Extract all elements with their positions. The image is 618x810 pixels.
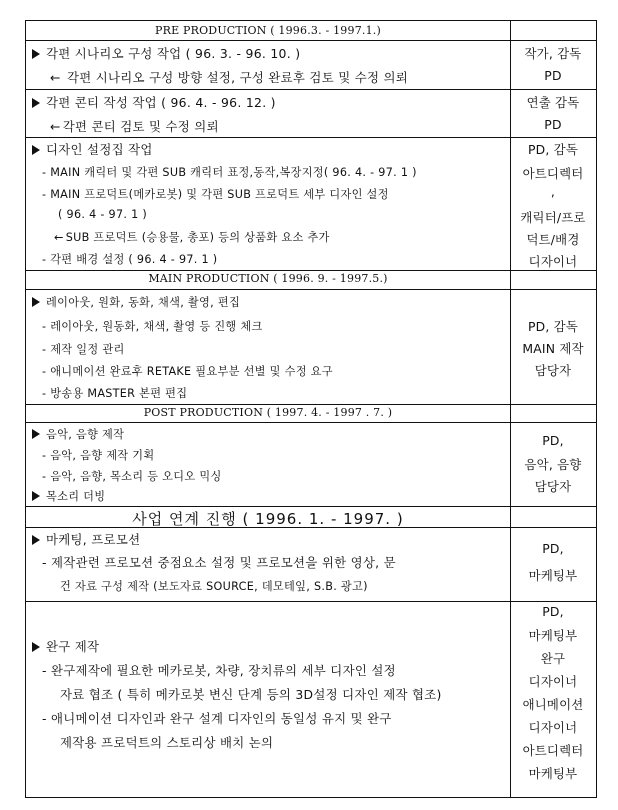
block7-line5: 제작용 프로덕트의 스토리상 배치 논의: [60, 735, 274, 750]
bullet-triangle-icon: [32, 491, 40, 501]
block3-role2: 아트디렉터: [522, 166, 584, 181]
bullet-triangle-icon: [32, 429, 40, 439]
block5-role1: PD,: [542, 433, 564, 448]
block3-role1: PD, 감독: [527, 142, 579, 157]
block7-role6: 디자이너: [528, 720, 578, 735]
block1-role2: PD: [544, 68, 562, 83]
block5-role2: 음악, 음향: [524, 457, 582, 472]
block7-line3: 자료 협조 ( 특히 메카로봇 변신 단계 등의 3D설정 디자인 제작 협조): [60, 687, 442, 702]
row-divider: [26, 506, 596, 507]
block3-line6: - 각편 배경 설정 ( 96. 4 - 97. 1 ): [42, 253, 218, 266]
block2-line2: ← 각편 콘티 검토 및 수정 의뢰: [50, 119, 219, 134]
block5-role3: 담당자: [534, 479, 572, 494]
production-schedule-table: [25, 20, 597, 798]
block3-role5: 덕트/배경: [526, 232, 580, 247]
block4-role1: PD, 감독: [527, 319, 579, 334]
block3-role6: 디자이너: [528, 254, 578, 269]
bullet-triangle-icon: [32, 49, 40, 59]
arrow-left-icon: ←: [50, 70, 61, 85]
block2-role2: PD: [544, 117, 562, 132]
block7-role2: 마케팅부: [528, 628, 578, 643]
section-business-title: 사업 연계 진행 ( 1996. 1. - 1997. ): [132, 510, 404, 528]
block4-line2: - 레이아웃, 원동화, 채색, 촬영 등 진행 체크: [42, 320, 263, 333]
block3-role3: ,: [550, 184, 556, 199]
block4-role3: 담당자: [534, 363, 572, 378]
block6-role2: 마케팅부: [528, 568, 578, 583]
block7-line4: - 애니메이션 디자인과 완구 설계 디자인의 동일성 유지 및 완구: [42, 711, 392, 726]
block7-role8: 마케팅부: [528, 766, 578, 781]
block1-line1: 각편 시나리오 구성 작업 ( 96. 3. - 96. 10. ): [32, 44, 300, 62]
row-divider: [26, 137, 596, 138]
block3-line5: ← SUB 프로덕트 (승용물, 총포) 등의 상품화 요소 추가: [54, 231, 330, 244]
block1-role1: 작가, 감독: [524, 46, 582, 61]
arrow-left-icon: ←: [54, 231, 64, 244]
block3-line4: ( 96. 4 - 97. 1 ): [58, 208, 148, 221]
block2-role1: 연출 감독: [526, 95, 580, 110]
block3-role4: 캐릭터/프로: [520, 210, 586, 225]
block4-line1: 레이아웃, 원화, 동화, 채색, 촬영, 편집: [32, 294, 240, 310]
block7-role4: 디자이너: [528, 674, 578, 689]
block3-line1: 디자인 설정집 작업: [32, 140, 153, 158]
bullet-triangle-icon: [32, 535, 40, 545]
block7-line2: - 완구제작에 필요한 메카로봇, 차량, 장치류의 세부 디자인 설정: [42, 663, 396, 678]
arrow-left-icon: ←: [50, 119, 61, 134]
section-main-production-title: MAIN PRODUCTION ( 1996. 9. - 1997.5.): [148, 272, 388, 285]
block3-line3: - MAIN 프로덕트(메카로봇) 및 각편 SUB 프로덕트 세부 디자인 설정: [42, 188, 389, 201]
row-divider: [26, 40, 596, 41]
bullet-triangle-icon: [32, 297, 40, 307]
block4-line4: - 애니메이션 완료후 RETAKE 필요부분 선별 및 수정 요구: [42, 365, 333, 378]
block4-line5: - 방송용 MASTER 본편 편집: [42, 387, 188, 400]
block4-role2: MAIN 제작: [522, 341, 584, 356]
row-divider: [26, 601, 596, 602]
row-divider: [26, 422, 596, 423]
block6-role1: PD,: [542, 541, 564, 556]
row-divider: [26, 89, 596, 90]
bullet-triangle-icon: [32, 145, 40, 155]
block6-line3: 건 자료 구성 제작 (보도자료 SOURCE, 데모테잎, S.B. 광고): [60, 580, 368, 593]
row-divider: [26, 527, 596, 528]
block5-line4: 목소리 더빙: [32, 488, 105, 504]
block5-line1: 음악, 음향 제작: [32, 426, 124, 442]
section-post-production-title: POST PRODUCTION ( 1997. 4. - 1997 . 7. ): [143, 406, 393, 419]
block7-role1: PD,: [542, 604, 564, 619]
block7-role5: 애니메이션: [522, 697, 584, 712]
block6-line2: - 제작관련 프로모션 중점요소 설정 및 프로모션을 위한 영상, 문: [42, 555, 396, 570]
block3-line2: - MAIN 캐릭터 및 각편 SUB 캐릭터 표정,동작,복장지정( 96. 4. - 97. 1 ): [42, 166, 417, 179]
row-divider: [26, 270, 596, 271]
block6-line1: 마케팅, 프로모션: [32, 530, 140, 548]
block4-line3: - 제작 일정 관리: [42, 343, 125, 356]
block7-role3: 완구: [540, 651, 566, 666]
block7-line1: 완구 제작: [32, 637, 99, 655]
block2-line1: 각편 콘티 작성 작업 ( 96. 4. - 96. 12. ): [32, 93, 276, 111]
section-pre-production-title: PRE PRODUCTION ( 1996.3. - 1997.1.): [154, 24, 381, 37]
row-divider: [26, 289, 596, 290]
row-divider: [26, 404, 596, 405]
block7-role7: 아트디렉터: [522, 743, 584, 758]
block5-line3: - 음악, 음향, 목소리 등 오디오 믹싱: [42, 470, 222, 483]
block5-line2: - 음악, 음향 제작 기획: [42, 449, 155, 462]
bullet-triangle-icon: [32, 98, 40, 108]
bullet-triangle-icon: [32, 642, 40, 652]
block1-line2: ← 각편 시나리오 구성 방향 설정, 구성 완료후 검토 및 수정 의뢰: [50, 70, 409, 85]
